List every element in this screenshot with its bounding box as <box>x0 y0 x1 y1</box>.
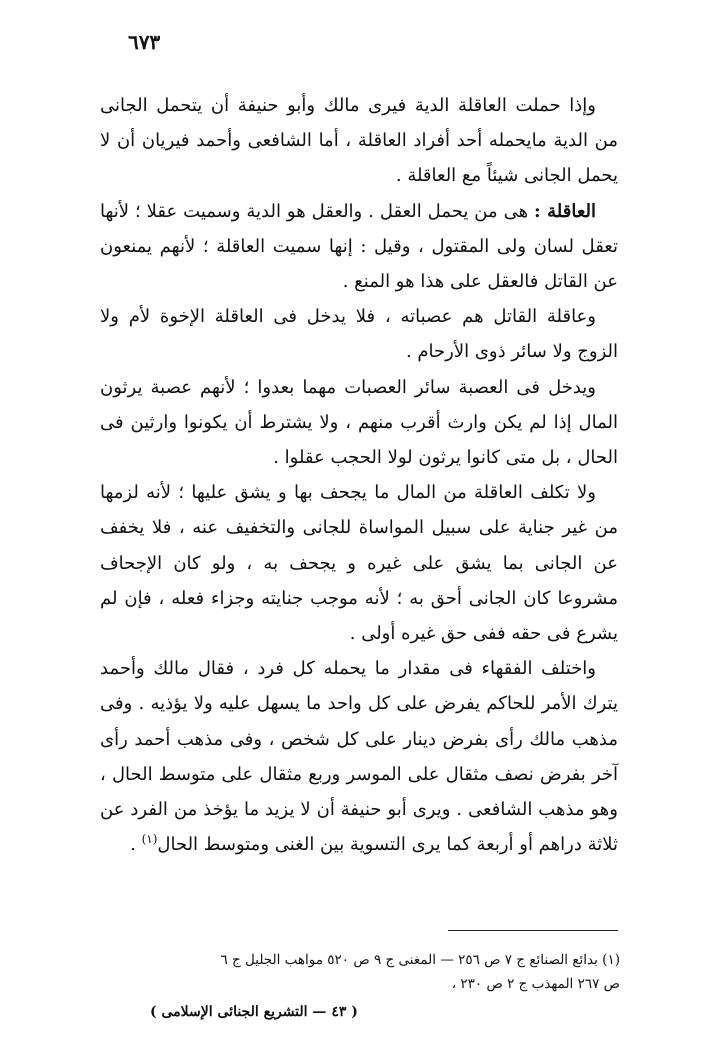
paragraph-killer-kin: وعاقلة القاتل هم عصباته ، فلا يدخل فى العاقلة الإخوة لأم ولا الزوج ولا سائر ذوى الأرحام . <box>100 306 618 363</box>
aqila-definition-text: هى من يحمل العقل . والعقل هو الدية وسميت عقلا ؛ لأنها تعقل لسان ولى المقتول ، وقيل : إنها سميت العاقلة ؛ لأنهم يمنعون عن القاتل فالعقل على هذا هو المنع . <box>100 200 618 293</box>
footnote-marker: (١) <box>141 832 158 847</box>
body-text <box>100 88 618 862</box>
paragraph-no-burden: ولا تكلف العاقلة من المال ما يجحف بها و يشق عليها ؛ لأنه لزمها من غير جناية على سبيل المواساة للجانى والتخفيف عنه ، فلا يخفف عن الجانى بما يشق على غيره و يجحف به ، ولو كان الإجحاف مشروعا كان الجانى أحق به ؛ لأنه موجب جنايته وجزاء فعله ، فإن لم يشرع فى حقه ففى حق غيره أولى . <box>100 482 618 645</box>
paragraph-aqila-definition <box>100 194 618 300</box>
paragraph-agnates: ويدخل فى العصبة سائر العصبات مهما بعدوا ؛ لأنهم عصبة يرثون المال إذا لم يكن وارث أقرب منهم ، ولا يشترط أن يكونوا وارثين فى الحال ، بل متى كانوا يرثون لولا الحجب عقلوا . <box>100 376 618 469</box>
jurist-disagreement-text: واختلف الفقهاء فى مقدار ما يحمله كل فرد ، فقال مالك وأحمد يترك الأمر للحاكم يفرض على كل واحد ما يسهل عليه ولا يؤذيه . وفى مذهب مالك رأى بفرض دينار على كل شخص ، وفى مذهب أحمد رأى آخر بفرض نصف مثقال على الموسر وربع مثقال على متوسط الحال ، وهو مذهب الشافعى . ويرى أبو حنيفة أن لا يزيد ما يؤخذ من الفرد عن ثلاثة دراهم أو أربعة كما يرى التسوية بين الغنى ومتوسط الحال <box>100 658 618 856</box>
paragraph-jurist-disagreement <box>100 651 618 862</box>
book-footer-label: ( ٤٣ — التشريع الجنائى الإسلامى ) <box>150 1004 358 1020</box>
footnote-line-2: ص ٢٦٧ المهذب ج ٢ ص ٢٣٠ ، <box>451 976 620 992</box>
paragraph-blood-money-bearing: وإذا حملت العاقلة الدية فيرى مالك وأبو حنيفة أن يتحمل الجانى من الدية مايحمله أحد أفراد العاقلة ، أما الشافعى وأحمد فيريان أن لا يحمل الجانى شيئاً مع العاقلة . <box>100 95 618 187</box>
final-period: . <box>130 834 142 856</box>
footnote-divider <box>448 930 618 931</box>
aqila-term: العاقلة : <box>534 200 596 222</box>
footnote-line-1: (١) بدائع الصنائع ج ٧ ص ٢٥٦ — المغنى ج ٩ ص ٥٢٠ مواهب الجليل ج ٦ <box>220 952 620 968</box>
footnote <box>100 948 620 996</box>
page-number: ٦٧٣ <box>128 30 161 54</box>
